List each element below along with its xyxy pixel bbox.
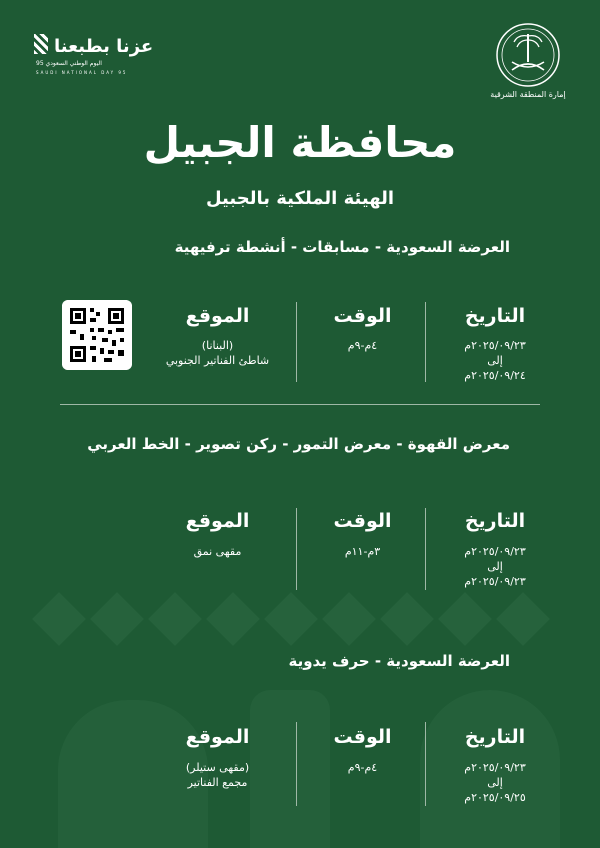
date-to: ٢٠٢٥/٠٩/٢٣م	[464, 575, 526, 588]
event-heading: العرضة السعودية - مسابقات - أنشطة ترفيهية	[174, 238, 510, 256]
date-label: التاريخ	[464, 510, 526, 532]
date-to: ٢٠٢٥/٠٩/٢٤م	[464, 369, 526, 382]
location-label: الموقع	[185, 305, 250, 327]
brand-title: عزنا بطبعنا	[54, 36, 154, 57]
brand-subtitle: اليوم الوطني السعودي 95	[36, 60, 102, 67]
location-line-1: (مقهى ستيلر)	[185, 761, 250, 774]
time-value: ٤م-٩م	[347, 339, 378, 352]
date-from: ٢٠٢٥/٠٩/٢٣م	[464, 761, 526, 774]
time-value: ٣م-١١م	[344, 545, 381, 558]
brand-english: SAUDI NATIONAL DAY 95	[36, 70, 128, 75]
date-to-label: إلى	[487, 354, 503, 367]
location-line-1: (البنانا)	[201, 339, 234, 352]
date-to-label: إلى	[487, 776, 503, 789]
divider	[425, 722, 426, 806]
location-line-2: شاطئ الفناتير الجنوبي	[165, 354, 270, 367]
section-divider	[60, 404, 540, 405]
qr-code-icon[interactable]	[62, 300, 132, 370]
location-label: الموقع	[185, 510, 250, 532]
pattern-icon	[34, 34, 48, 54]
location-line-2: مجمع الفناتير	[187, 776, 248, 789]
event-heading: العرضة السعودية - حرف يدوية	[288, 652, 510, 670]
divider	[425, 302, 426, 382]
divider	[296, 302, 297, 382]
divider	[296, 508, 297, 590]
event-heading: معرض القهوة - معرض التمور - ركن تصوير - الخط العربي	[87, 435, 510, 453]
location-line-1: مقهى نمق	[193, 545, 242, 558]
time-value: ٤م-٩م	[347, 761, 378, 774]
date-label: التاريخ	[464, 726, 526, 748]
page-subtitle: الهيئة الملكية بالجبيل	[205, 188, 395, 209]
location-label: الموقع	[185, 726, 250, 748]
date-to: ٢٠٢٥/٠٩/٢٥م	[464, 791, 526, 804]
palm-swords-emblem-icon	[490, 22, 566, 88]
date-from: ٢٠٢٥/٠٩/٢٣م	[464, 545, 526, 558]
time-label: الوقت	[333, 305, 392, 327]
emblem-caption: إمارة المنطقة الشرقية	[490, 90, 566, 99]
time-label: الوقت	[333, 510, 392, 532]
date-to-label: إلى	[487, 560, 503, 573]
page-title: محافظة الجبيل	[143, 118, 457, 167]
date-label: التاريخ	[464, 305, 526, 327]
date-from: ٢٠٢٥/٠٩/٢٣م	[464, 339, 526, 352]
divider	[296, 722, 297, 806]
divider	[425, 508, 426, 590]
time-label: الوقت	[333, 726, 392, 748]
